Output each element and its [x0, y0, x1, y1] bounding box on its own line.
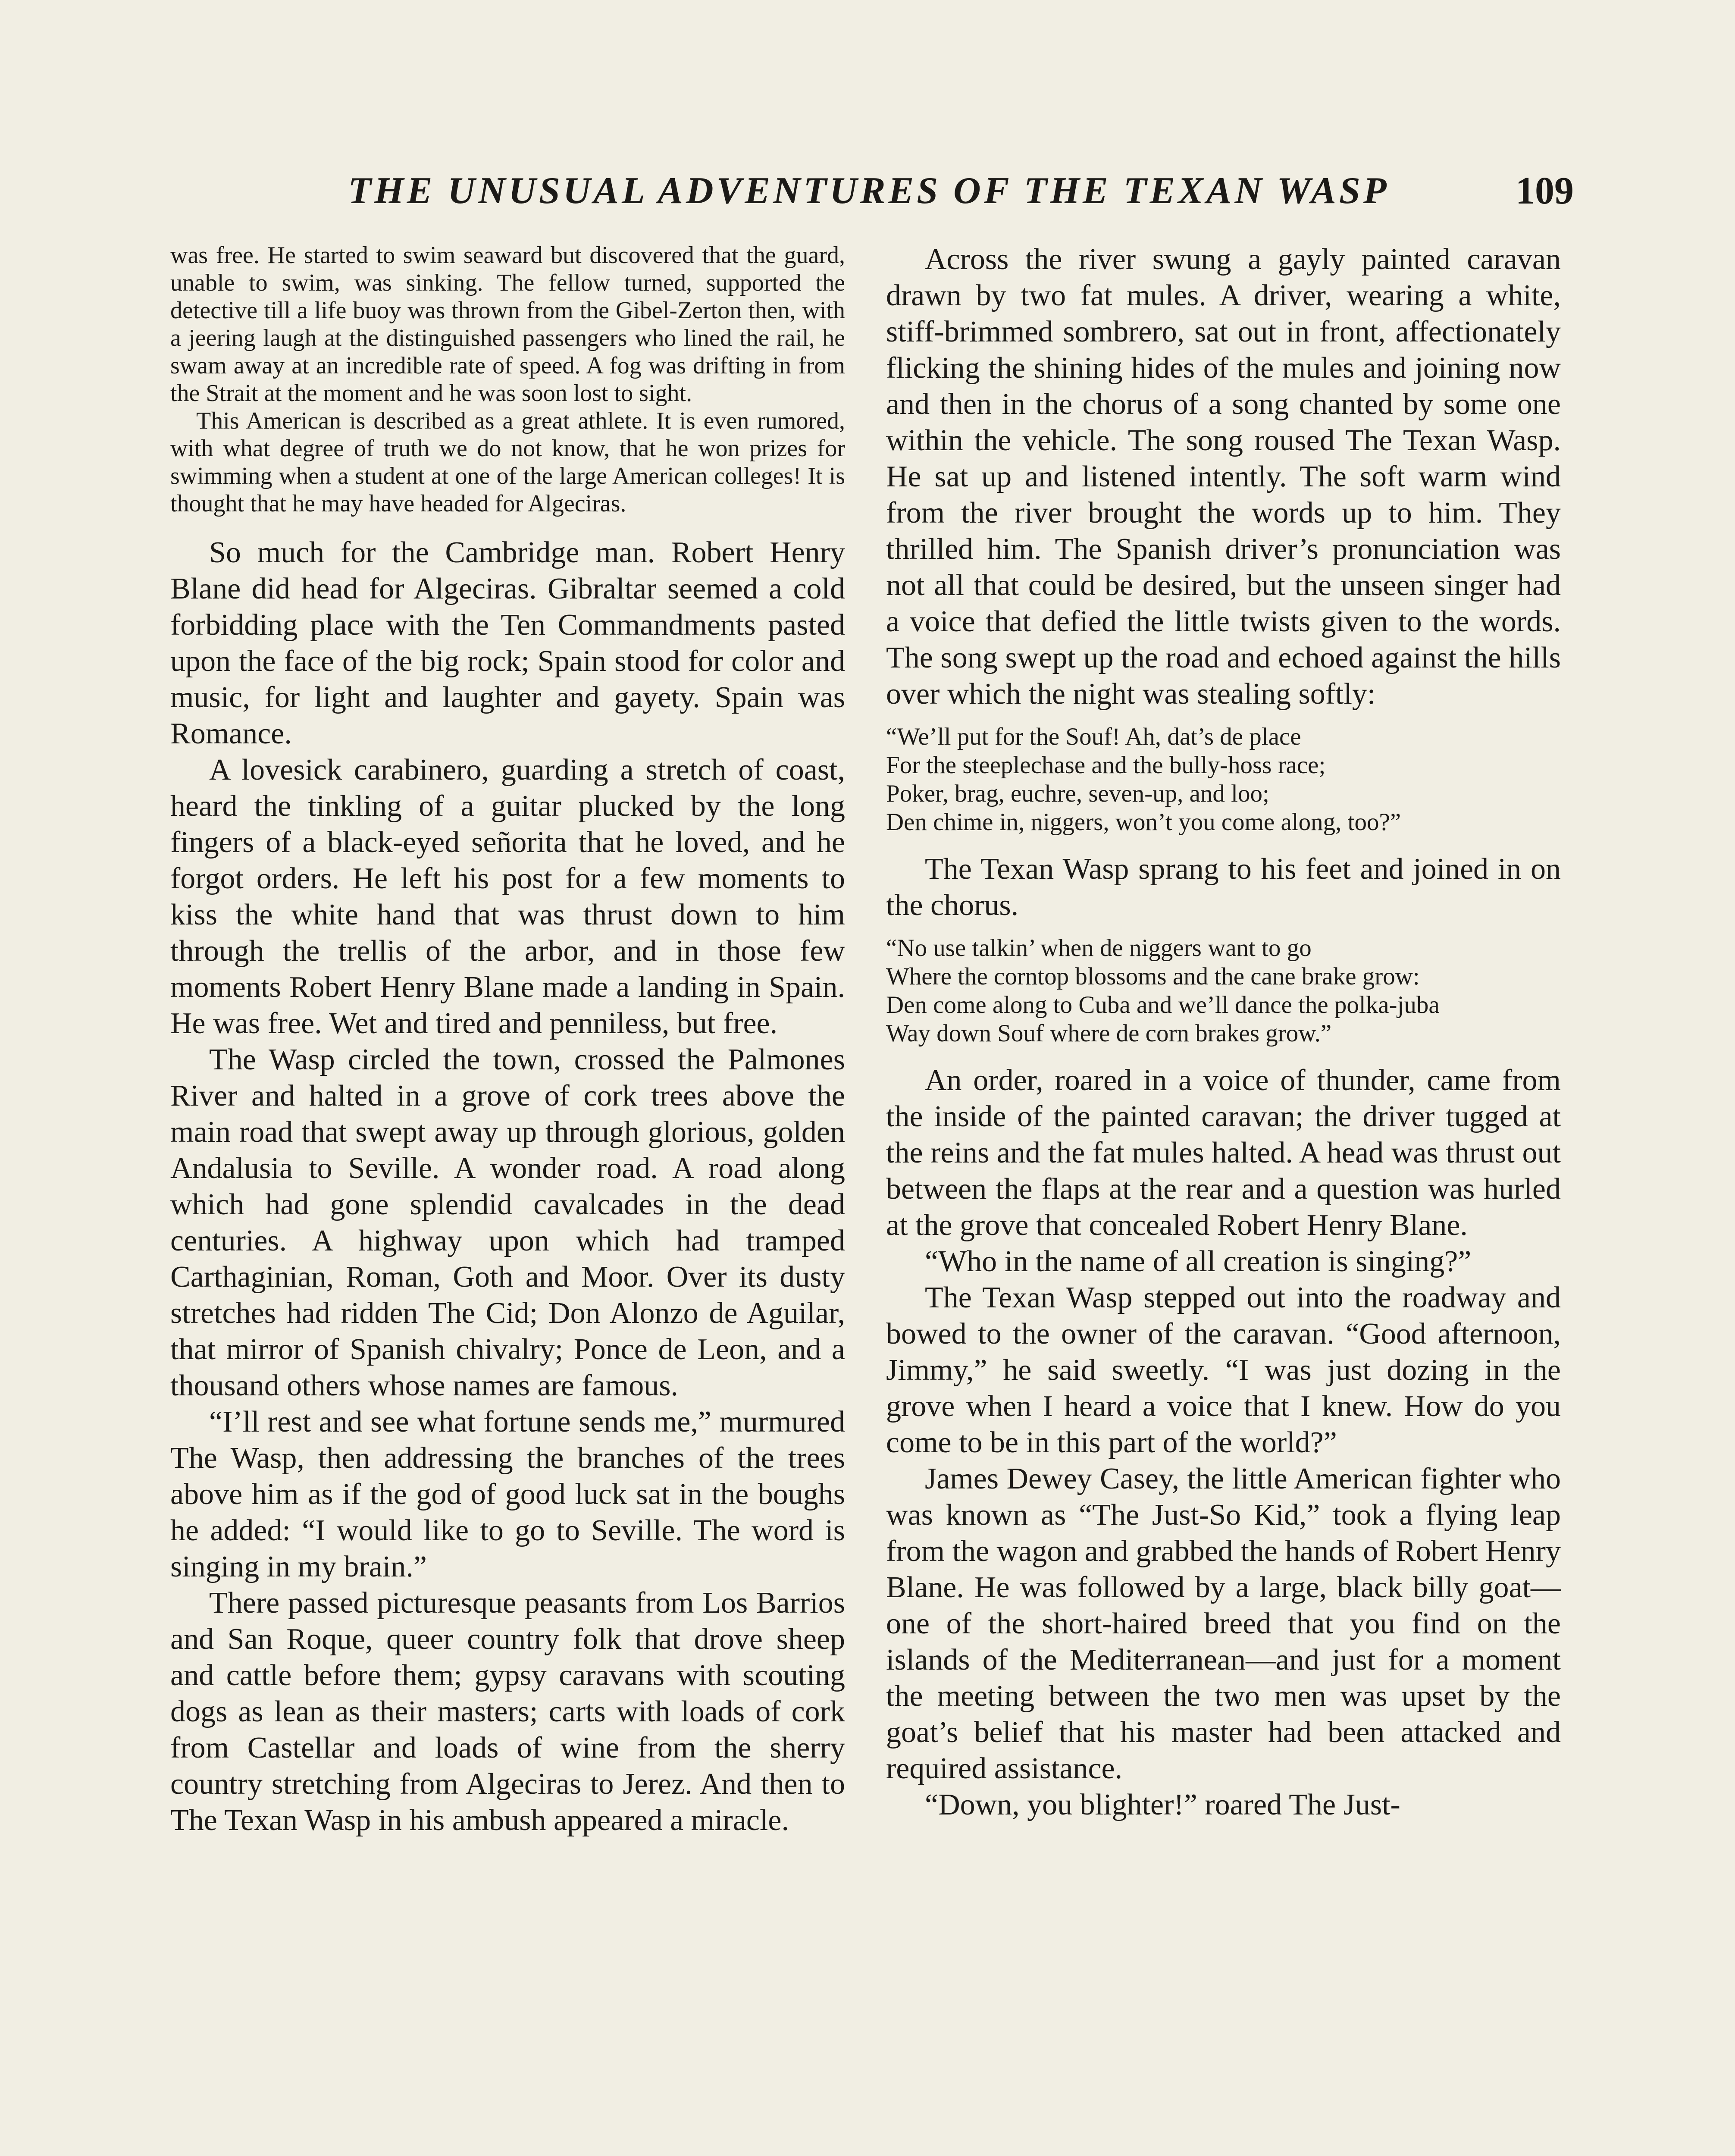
- verse-line: “We’ll put for the Souf! Ah, dat’s de place: [886, 723, 1301, 750]
- body-paragraph: So much for the Cambridge man. Robert Henry Blane did head for Algeciras. Gibraltar seemed a cold forbidding place with the Ten Commandments pasted upon the face of the big rock; Spain stood for color and music, for light and laughter and gayety. Spain was Romance.: [170, 536, 845, 750]
- verse-line: Den chime in, niggers, won’t you come along, too?”: [886, 808, 1401, 836]
- verse-line: Where the corntop blossoms and the cane brake grow:: [886, 963, 1420, 990]
- body-paragraph: An order, roared in a voice of thunder, came from the inside of the painted caravan; the driver tugged at the reins and the fat mules halted. A head was thrust out between the flaps at the rear and a question was hurled at the grove that concealed Robert Henry Blane.: [886, 1064, 1561, 1242]
- body-paragraph: The Texan Wasp sprang to his feet and joined in on the chorus.: [886, 852, 1561, 922]
- page-number: 109: [1516, 169, 1574, 212]
- song-chorus: [886, 934, 1561, 1048]
- verse-line: “No use talkin’ when de niggers want to go: [886, 934, 1312, 962]
- verse-line: For the steeplechase and the bully-hoss race;: [886, 752, 1326, 779]
- excerpt-paragraph: was free. He started to swim seaward but discovered that the guard, unable to swim, was sinking. The fellow turned, supported the detective till a life buoy was thrown from the Gibel-Zerton then, with a jeering laugh at the distinguished passengers who lined the rail, he swam away at an incredible rate of speed. A fog was drifting in from the Strait at the moment and he was soon lost to sight.: [170, 242, 845, 407]
- song-verse: [886, 723, 1561, 837]
- body-paragraph: “I’ll rest and see what fortune sends me,” murmured The Wasp, then addressing the branches of the trees above him as if the god of good luck sat in the boughs he added: “I would like to go to Seville. The word is singing in my brain.”: [170, 1405, 845, 1583]
- right-column: [886, 241, 1561, 1823]
- running-title: THE UNUSUAL ADVENTURES OF THE TEXAN WASP: [348, 169, 1390, 212]
- body-paragraph: The Wasp circled the town, crossed the Palmones River and halted in a grove of cork trees above the main road that swept away up through glorious, golden Andalusia to Seville. A wonder road. A road along which had gone splendid cavalcades in the dead centuries. A highway upon which had tramped Carthaginian, Roman, Goth and Moor. Over its dusty stretches had ridden The Cid; Don Alonzo de Aguilar, that mirror of Spanish chivalry; Ponce de Leon, and a thousand others whose names are famous.: [170, 1043, 845, 1402]
- body-paragraph: “Down, you blighter!” roared The Just-: [925, 1788, 1400, 1821]
- news-excerpt: [170, 241, 845, 517]
- page-header: [164, 160, 1574, 221]
- verse-line: Way down Souf where de corn brakes grow.”: [886, 1020, 1332, 1047]
- left-column: [170, 241, 845, 1839]
- body-paragraph: The Texan Wasp stepped out into the roadway and bowed to the owner of the caravan. “Good afternoon, Jimmy,” he said sweetly. “I was just dozing in the grove when I heard a voice that I knew. How do you come to be in this part of the world?”: [886, 1281, 1561, 1459]
- verse-line: Den come along to Cuba and we’ll dance the polka-juba: [886, 991, 1440, 1018]
- body-paragraph: A lovesick carabinero, guarding a stretch of coast, heard the tinkling of a guitar plucked by the long fingers of a black-eyed señorita that he loved, and he forgot orders. He left his post for a few moments to kiss the white hand that was thrust down to him through the trellis of the arbor, and in those few moments Robert Henry Blane made a landing in Spain. He was free. Wet and tired and penniless, but free.: [170, 753, 845, 1040]
- excerpt-paragraph: This American is described as a great athlete. It is even rumored, with what degree of truth we do not know, that he won prizes for swimming when a student at one of the large American colleges! It is thought that he may have headed for Algeciras.: [170, 407, 845, 517]
- body-paragraph: “Who in the name of all creation is singing?”: [925, 1245, 1472, 1278]
- body-paragraph: There passed picturesque peasants from Los Barrios and San Roque, queer country folk that drove sheep and cattle before them; gypsy caravans with scouting dogs as lean as their masters; carts with loads of cork from Castellar and loads of wine from the sherry country stretching from Algeciras to Jerez. And then to The Texan Wasp in his ambush appeared a miracle.: [170, 1586, 845, 1837]
- body-paragraph: Across the river swung a gayly painted caravan drawn by two fat mules. A driver, wearing a white, stiff-brimmed sombrero, sat out in front, affectionately flicking the shining hides of the mules and joining now and then in the chorus of a song chanted by some one within the vehicle. The song roused The Texan Wasp. He sat up and listened intently. The soft warm wind from the river brought the words up to him. They thrilled him. The Spanish driver’s pronunciation was not all that could be desired, but the unseen singer had a voice that defied the little twists given to the words. The song swept up the road and echoed against the hills over which the night was stealing softly:: [886, 243, 1561, 711]
- body-paragraph: James Dewey Casey, the little American fighter who was known as “The Just-So Kid,” took a flying leap from the wagon and grabbed the hands of Robert Henry Blane. He was followed by a large, black billy goat—one of the short-haired breed that you find on the islands of the Mediterranean—and just for a moment the meeting between the two men was upset by the goat’s belief that his master had been attacked and required assistance.: [886, 1462, 1561, 1785]
- verse-line: Poker, brag, euchre, seven-up, and loo;: [886, 780, 1269, 807]
